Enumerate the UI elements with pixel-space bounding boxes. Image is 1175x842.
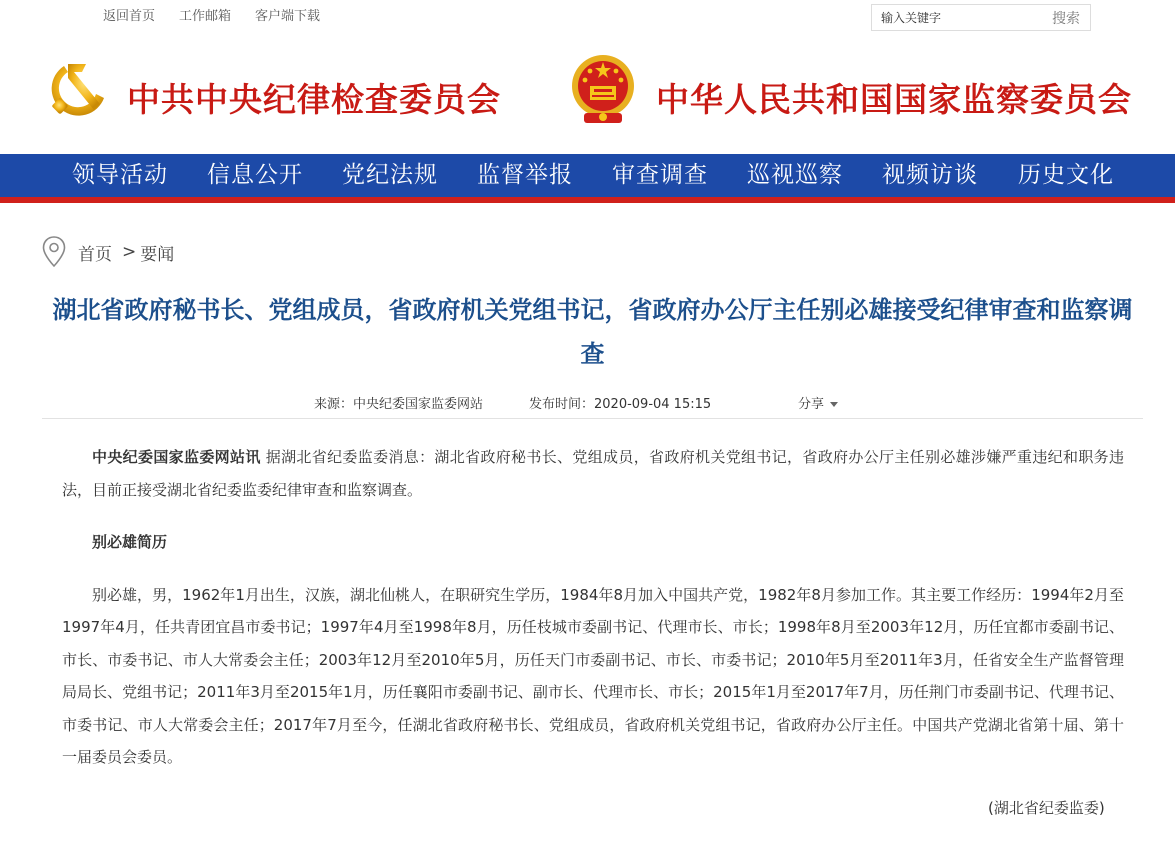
share-button[interactable] [798,393,838,412]
bio-paragraph: 别必雄，男，1962年1月出生，汉族，湖北仙桃人，在职研究生学历，1984年8月加入中国共产党，1982年8月参加工作。其主要工作经历：1994年2月至1997年4月，任共青团宜昌市委书记；1997年4月至1998年8月，历任枝城市委副书记、代理市长、市长；1998年8月至2003年12月，历任宜都市委副书记、市长、市委书记、市人大常委会主任；2003年12月至2010年5月，历任天门市委副书记、市长、市委书记；2010年5月至2011年3月，任省安全生产监督管理局局长、党组书记；2011年3月至2015年1月，历任襄阳市委副书记、副市长、代理市长、市长；2015年1月至2017年7月，历任荆门市委副书记、代理书记、市委书记、市人大常委会主任；2017年7月至今，任湖北省政府秘书长、党组成员，省政府机关党组书记，省政府办公厅主任。中国共产党湖北省第十届、第十一届委员会委员。 [62,585,1124,766]
top-link-mailbox[interactable]: 工作邮箱 [179,9,232,24]
article-title: 湖北省政府秘书长、党组成员，省政府机关党组书记，省政府办公厅主任别必雄接受纪律审查和监察调查 [52,296,1133,368]
breadcrumb-current[interactable]: 要闻 [140,244,175,265]
chevron-down-icon [830,402,838,407]
location-pin-icon [42,236,66,268]
nav-inspection[interactable]: 巡视巡察 [747,162,843,188]
cpc-commission-title[interactable]: 中共中央纪律检查委员会 [127,80,501,119]
party-emblem-icon[interactable] [44,56,112,124]
top-link-client-download[interactable]: 客户端下载 [255,9,321,24]
breadcrumb-separator: > [122,242,137,262]
national-commission-title[interactable]: 中华人民共和国国家监察委员会 [656,80,1132,119]
meta-divider [42,418,1143,419]
nav-video[interactable]: 视频访谈 [882,162,978,188]
bio-heading: 别必雄简历 [92,533,168,551]
nav-investigation[interactable]: 审查调查 [612,162,708,188]
top-link-home[interactable]: 返回首页 [103,9,156,24]
share-label: 分享 [798,397,825,412]
national-emblem-icon[interactable] [570,53,636,127]
lead-paragraph [62,441,1124,506]
lead-bold: 中央纪委国家监委网站讯 [92,448,261,466]
search-button[interactable]: 搜索 [1052,10,1080,27]
nav-leadership[interactable]: 领导活动 [72,162,168,188]
breadcrumb-home[interactable]: 首页 [78,244,112,265]
article-source-tail: (湖北省纪委监委) [988,799,1105,817]
search-box [871,4,1091,31]
article-body [62,441,1124,774]
breadcrumb [42,236,174,268]
search-input[interactable] [872,7,1041,29]
top-links [103,5,320,24]
lead-text: 据湖北省纪委监委消息：湖北省政府秘书长、党组成员，省政府机关党组书记，省政府办公厅主任别必雄涉嫌严重违纪和职务违法，目前正接受湖北省纪委监委纪律审查和监察调查。 [62,448,1124,499]
main-nav [0,154,1175,203]
article-publish-time: 发布时间：2020-09-04 15:15 [529,397,712,412]
nav-report[interactable]: 监督举报 [477,162,573,188]
nav-info-disclosure[interactable]: 信息公开 [207,162,303,188]
article-source: 来源：中央纪委国家监委网站 [314,397,484,412]
nav-regulations[interactable]: 党纪法规 [342,162,438,188]
nav-history[interactable]: 历史文化 [1018,162,1114,188]
